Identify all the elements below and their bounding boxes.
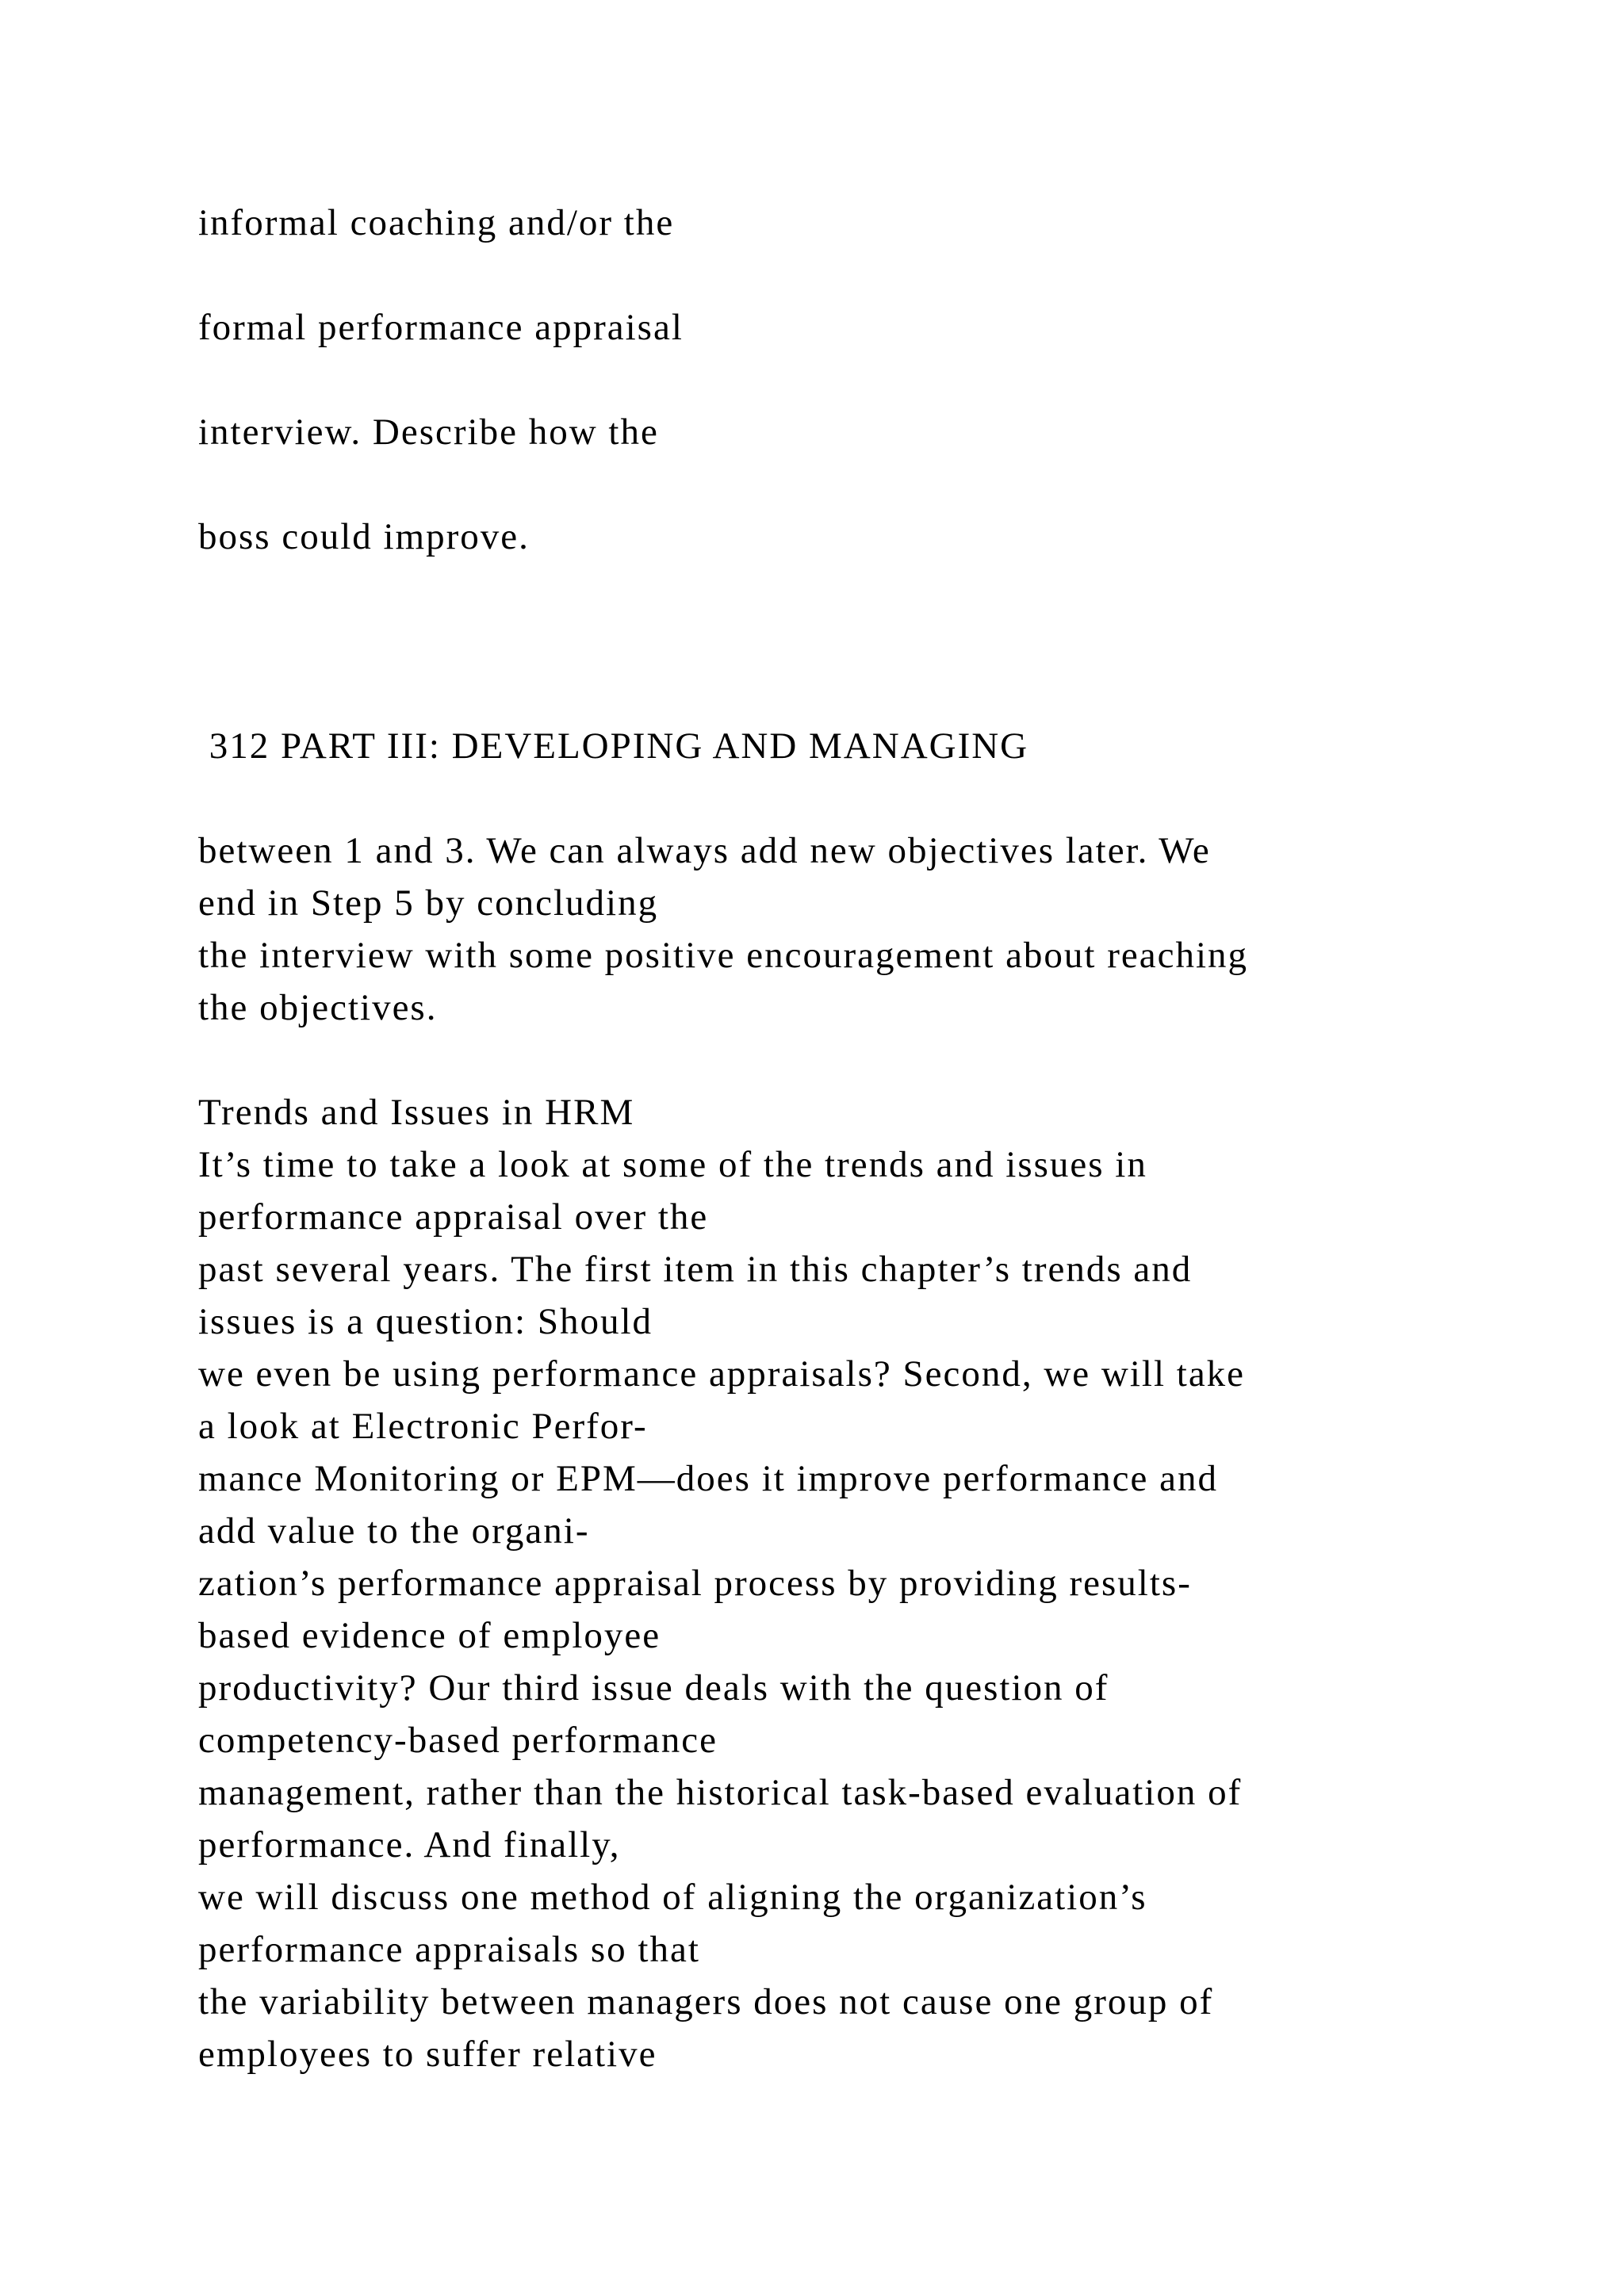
text-line: performance appraisals so that <box>198 1929 700 1970</box>
text-line: we even be using performance appraisals? Second, we will take <box>198 1353 1246 1395</box>
text-line: boss could improve. <box>198 516 530 557</box>
text-line: the objectives. <box>198 987 438 1028</box>
text-line: informal coaching and/or the <box>198 202 675 243</box>
text-line: formal performance appraisal <box>198 307 684 348</box>
text-line: the variability between managers does not cause one group of <box>198 1981 1214 2022</box>
text-line: end in Step 5 by concluding <box>198 882 659 924</box>
section-heading: Trends and Issues in HRM <box>198 1092 635 1133</box>
text-line: issues is a question: Should <box>198 1301 653 1342</box>
text-line: It’s time to take a look at some of the trends and issues in <box>198 1144 1147 1185</box>
text-line: we will discuss one method of aligning the organization’s <box>198 1877 1147 1918</box>
text-line: employees to suffer relative <box>198 2034 657 2075</box>
text-line: management, rather than the historical task-based evaluation of <box>198 1772 1243 1813</box>
text-line: interview. Describe how the <box>198 411 659 453</box>
text-line: zation’s performance appraisal process by providing results- <box>198 1563 1192 1604</box>
text-line: a look at Electronic Perfor- <box>198 1406 648 1447</box>
text-line: performance appraisal over the <box>198 1196 709 1238</box>
text-line: add value to the organi- <box>198 1510 590 1552</box>
text-line: productivity? Our third issue deals with the question of <box>198 1667 1109 1709</box>
text-line: based evidence of employee <box>198 1615 661 1656</box>
text-line: past several years. The first item in this chapter’s trends and <box>198 1249 1193 1290</box>
text-line: competency-based performance <box>198 1720 718 1761</box>
text-line: mance Monitoring or EPM—does it improve performance and <box>198 1458 1219 1499</box>
page-header: 312 PART III: DEVELOPING AND MANAGING <box>198 725 1029 767</box>
text-line: performance. And finally, <box>198 1824 621 1866</box>
text-line: the interview with some positive encouragement about reaching <box>198 935 1249 976</box>
text-line: between 1 and 3. We can always add new objectives later. We <box>198 830 1211 871</box>
